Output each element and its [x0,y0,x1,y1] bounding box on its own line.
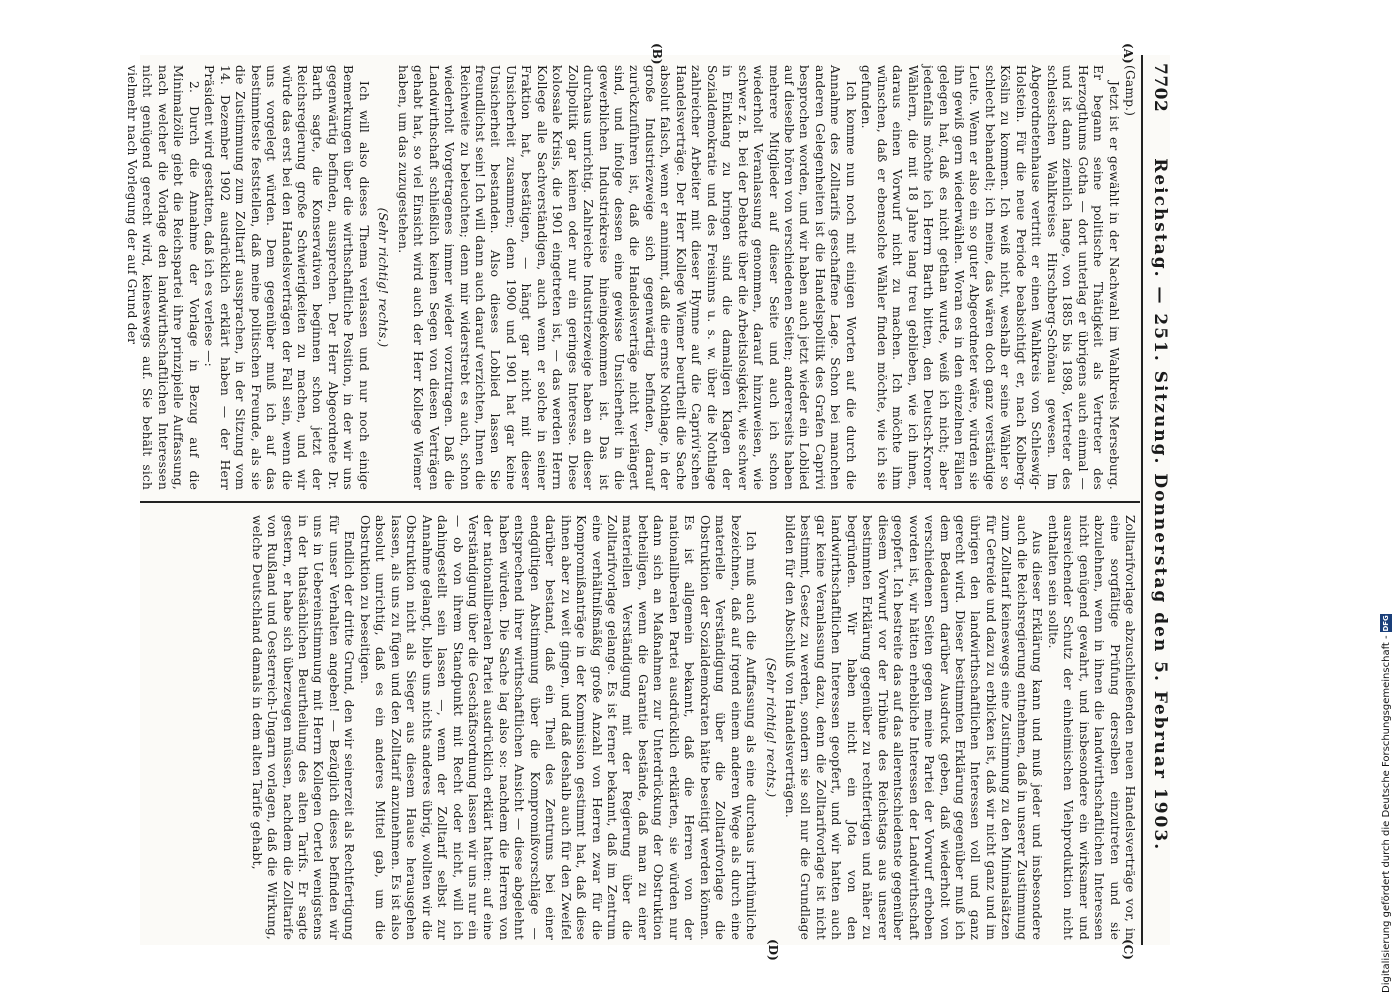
speaker-label: (Gamp.) [1123,65,1137,117]
header-rule [1141,55,1143,945]
margin-mark-d: (D) [766,939,780,961]
page-number: 7702 [1150,63,1170,113]
paragraph: Ich komme nun noch mit einigen Worten auf die durch die Annahme des Zolltarifs geschaffene Lage. Schon bei manchen anderen Gelegenheiten ist die Handelspolitik des Grafen Caprivi besprochen worden, und wir haben auch jetzt wieder ein Loblied auf dieselbe hören von verschiedenen Seiten; andererseits haben mehrere Mitglieder auf dieser Seite und auch ich schon wiederholt Veranlassung genommen, darauf hinzuweisen, wie schwer z. B. bei der Debatte über die Arbeitslosigkeit, wie schwer in Einklang zu bringen sind die damaligen Klagen der Sozialdemokratie und des Freisinns u. s. w. über die Nothlage zahlreicher Arbeiter mit dieser Hymne auf die Caprivi'schen Handelsverträge. Der Herr Kollege Wiemer beurtheilt die Sache absolut falsch, wenn er annimmt, daß die ernste Nothlage, in der große Industriezweige sich gegenwärtig befinden, darauf zurückzuführen ist, daß die Handelsverträge nicht verlängert sind, und infolge dessen eine gewisse Unsicherheit in die gewerblichen Industriekreise hineingekommen ist. Das ist durchaus unrichtig. Zahlreiche Industriezweige haben an dieser Zollpolitik gar keinen oder nur ein geringes Interesse. Diese kolossale Krisis, die 1901 eingetreten ist, — das werden Herrn Kollege alle Sachverständigen, auch wenn er solche in seiner Fraktion hat, bestätigen, — hängt gar nicht mit dieser Unsicherheit zusammen; denn 1900 und 1901 hat gar keine Unsicherheit bestanden. Also dieses Loblied lassen Sie freundlichst sein! Ich will dann auch darauf verzichten, Ihnen die Reichweite zu beleuchten; denn mir widerstrebt es auch, schon wiederholt Vorgetragenes immer wieder vorzutragen. Daß die Landwirthschaft schließlich keinen Segen von diesen Verträgen gehabt hat, so viel Einsicht wird auch der Herr Kollege Wiemer haben, um das zuzugestehen. [395,65,858,490]
credit-text: Digitalisierung gefördert durch die Deutsche Forschungsgemeinschaft - [1380,635,1392,993]
margin-mark-a: (A) [1121,43,1135,64]
margin-mark-c: (C) [1121,939,1135,960]
paragraph: Ich muß auch die Auffassung als eine durchaus irrthümliche bezeichnen, daß auf irgend einem anderen Wege als durch eine materielle Verständigung über die Zolltarifvorlage die Obstruktion der Sozialdemokraten hätte beseitigt werden können. Es ist allgemein bekannt, daß die Herren von der nationalliberalen Partei ausdrücklich erklärten, sie würden nur dann sich an Maßnahmen zur Unterdrückung der Obstruktion betheiligen, wenn die Garantie bestände, daß man zu einer materiellen Verständigung mit der Regierung über die Zolltarifvorlage gelange. Es ist ferner bekannt, daß im Zentrum eine verhältnißmäßig große Anzahl von Herren zwar für die Kompromißanträge in der Kommission gestimmt hat, daß diese ihnen aber zu weit gingen, und daß deshalb auch für den Zweifel darüber bestand, daß ein Theil des Zentrums bei einer endgültigen Abstimmung über die Kompromißvorschläge — entsprechend ihrer wirthschaftlichen Ansicht — diese abgelehnt haben würden. Die Sache lag also so: nachdem die Herren von der nationalliberalen Partei ausdrücklich erklärt hatten: auf eine Verständigung über die Geschäftsordnung lassen wir uns nur ein — ob von ihrem Standpunkt mit Recht oder nicht, will ich dahingestellt sein lassen —, wenn der Zolltarif selbst zur Annahme gelangt, blieb uns nichts anderes übrig, wollten wir die Obstruktion nicht als Sieger aus diesem Hause herausgehen lassen, als uns zu fügen und den Zolltarif anzunehmen. Es ist also absolut unrichtig, daß es ein anderes Mittel gab, um die Obstruktion zu beseitigen. [357,515,759,940]
paragraph: Aus dieser Erklärung kann und muß jeder und insbesondere auch die Reichsregierung entnehmen, daß in unserer Zustimmung zum Zolltarif keineswegs eine Zustimmung zu den Minimalsätzen für Getreide und dazu zu erblicken ist, daß wir nicht ganz und im übrigen den landwirthschaftlichen Interessen voll und ganz gerecht wird. Dieser bestimmten Erklärung gegenüber muß ich dem Bedauern darüber Ausdruck geben, daß wiederholt von verschiedenen Seiten gegen meine Partei der Vorwurf erhoben worden ist, wir hätten erhebliche Interessen der Landwirthschaft geopfert. Ich bestreite das auf das allerentschiedenste gegenüber diesem Vorwurf vor der Tribüne des Reichstags aus unserer bestimmten Erklärung gegenüber zu rechtfertigen und näher zu begründen. Wir haben nicht ein Jota von den landwirthschaftlichen Interessen geopfert, und wir hatten auch gar keine Veranlassung dazu, denn die Zolltarifvorlage ist nicht bestimmt, Gesetz zu werden, sondern sie soll nur die Grundlage bilden für den Abschluß von Handelsverträgen. [783,515,1045,940]
newspaper-sheet [125,43,1170,961]
page-title: Reichstag. — 251. Sitzung. Donnerstag den 5. Februar 1903. [1150,158,1170,852]
interjection: (Sehr richtig! rechts.) [763,657,778,798]
paragraph: Zolltarifvorlage abzuschließenden neuen Handelsverträge vor, in eine sorgfältige Prüfung derselben einzutreten und sie abzulehnen, wenn in ihnen die landwirthschaftlichen Interessen nicht genügend gewahrt, und insbesondere ein wirksamer und ausreichender Schutz der einheimischen Viehproduktion nicht enthalten sein sollte. [1045,515,1137,940]
page-header [1144,63,1170,937]
interjection: (Sehr richtig! rechts.) [376,207,391,348]
margin-mark-b: (B) [650,43,664,65]
digitisation-credit-strip [1378,0,1397,1000]
paragraph: 2. Durch die Annahme der Vorlage in Bezug auf die Minimalzölle giebt die Reichspartei ihre prinzipielle Auffassung, nach welcher die Vorlage den landwirthschaftlichen Interessen nicht genügend gerecht wird, keineswegs auf. Sie behält sich vielmehr nach Vorlegung der auf Grund der [125,65,201,490]
paragraph: Jetzt ist er gewählt in der Nachwahl im Wahlkreis Merseburg. Er begann seine politische Thätigkeit als Vertreter des Herzogthums Gotha — dort unterlag er übrigens auch einmal — und ist dann ziemlich lange, von 1885 bis 1898, Vertreter des schlesischen Wahlkreises Hirschberg-Schönau gewesen. Im Abgeordnetenhause vertritt er einen Wahlkreis von Schleswig-Holstein. Für die neue Periode beabsichtigt er, nach Kolberg-Köslin zu kommen. Ich weiß nicht, weshalb er seine Wähler so schlecht behandelt; ich meine, das wären doch ganz verständige Leute. Wenn er also ein so guter Abgeordneter wäre, würden sie ihn gewiß gern wiederwählen. Woran es in den einzelnen Fällen gelegen hat, daß es nicht gethan wurde, weiß ich nicht; aber jedenfalls möchte ich Herrn Barth bitten, den Deutsch-Kroner Wählern, die mit 18 Jahre lang treu geblieben, wie ich ihnen, daraus einen Vorwurf nicht zu machen. Ich möchte ihm wünschen, daß er ebensolche Wähler finden möchte, wie ich sie gefunden. [859,65,1121,490]
left-column [125,65,1137,490]
right-column [147,515,1137,940]
dfg-logo: DFG [1382,615,1390,632]
column-divider [140,501,1140,503]
paragraph: Endlich der dritte Grund, den wir seinerzeit als Rechtfertigung für unser Verhalten angeben! — Bezüglich dieses befinden wir uns in Uebereinstimmung mit Herrn Kollegen Oertel wenigstens in der thatsächlichen Beurtheilung des alten Tarifs. Er sagte gestern, er habe sich überzeugen müssen, nachdem die Zolltarife von Rußland und Oesterreich-Ungarn vorlagen, daß die Wirkung, welche Deutschland damals in dem alten Tarife gehabt, [249,515,357,940]
paragraph: Ich will also dieses Thema verlassen und nur noch einige Bemerkungen über die wirthschaftliche Position, in der wir uns gegenwärtig befinden, aussprechen. Der Herr Abgeordnete Dr. Barth sagte, die Konservativen beginnen schon jetzt der Reichsregierung große Schwierigkeiten zu machen, und wir würde das erst bei den Handelsverträgen der Fall sein, wenn die uns vorgelegt würden. Dem gegenüber muß ich auf das bestimmteste feststellen, daß meine politischen Freunde, als sie die Zustimmung zum Zolltarif aussprachen, in der Sitzung vom 14. Dezember 1902 ausdrücklich erklärt haben — der Herr Präsident wird gestatten, daß ich es verlese —: [202,65,371,490]
